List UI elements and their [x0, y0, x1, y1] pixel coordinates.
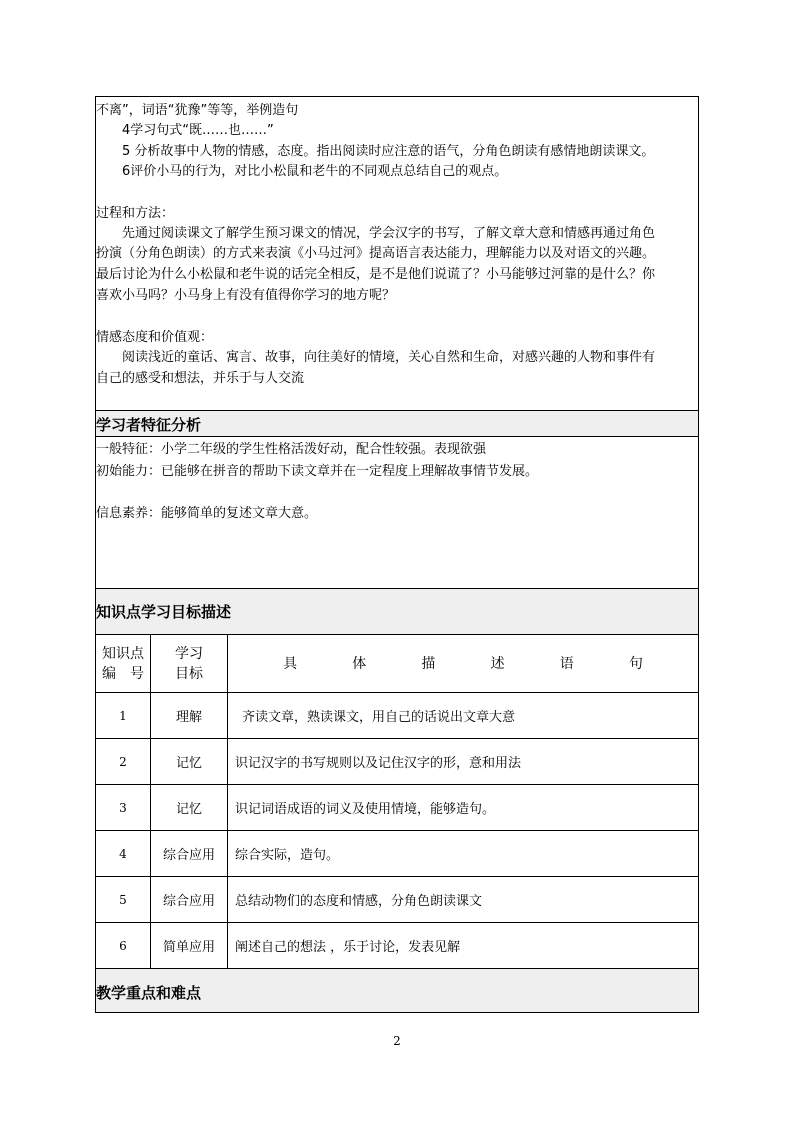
learner-initial: 初始能力：已能够在拼音的帮助下读文章并在一定程度上理解故事情节发展。 [96, 464, 539, 479]
row-goal: 记忆 [175, 802, 202, 817]
objective-line: 4学习句式“既……也……” [122, 123, 274, 138]
emotion-line: 自己的感受和想法，并乐于与人交流 [96, 371, 305, 386]
row-description: 识记词语成语的词义及使用情境，能够造句。 [235, 802, 496, 817]
row-divider [95, 436, 699, 437]
row-description: 识记汉字的书写规则以及记住汉字的形，意和用法 [235, 756, 522, 771]
process-line: 喜欢小马吗？小马身上有没有值得你学习的地方呢？ [96, 288, 396, 303]
header-char: 具 [283, 656, 298, 672]
row-goal: 记忆 [175, 756, 202, 771]
column-header-number-line1: 知识点 [102, 645, 144, 662]
emotion-line: 阅读浅近的童话、寓言、故事，向往美好的情境，关心自然和生命，对感兴趣的人物和事件有 [122, 350, 656, 365]
row-description: 综合实际，造句。 [235, 848, 340, 863]
row-number: 6 [119, 938, 127, 953]
row-number: 4 [119, 846, 127, 861]
row-goal: 理解 [175, 710, 202, 725]
column-header-goal-line2: 目标 [175, 665, 203, 682]
row-divider [95, 588, 699, 589]
header-char: 语 [559, 656, 574, 672]
row-divider [95, 410, 699, 411]
column-header-goal-line1: 学习 [175, 645, 203, 662]
learner-heading: 学习者特征分析 [96, 416, 202, 434]
knowledge-heading: 知识点学习目标描述 [96, 603, 232, 621]
learner-general: 一般特征：小学二年级的学生性格活泼好动，配合性较强。表现欲强 [96, 442, 487, 457]
keypoints-heading: 教学重点和难点 [96, 984, 202, 1002]
row-number: 1 [119, 708, 127, 723]
header-char: 述 [490, 656, 505, 672]
process-title: 过程和方法： [96, 206, 175, 221]
row-number: 5 [119, 892, 127, 907]
page-number: 2 [393, 1034, 401, 1048]
process-line: 最后讨论为什么小松鼠和老牛说的话完全相反，是不是他们说谎了？小马能够过河靠的是什么？你 [96, 267, 656, 282]
row-number: 2 [119, 754, 127, 769]
column-header-description [228, 634, 698, 692]
row-divider [95, 968, 699, 969]
emotion-title: 情感态度和价值观： [96, 330, 214, 345]
header-char: 描 [421, 656, 436, 672]
row-number: 3 [119, 800, 127, 815]
row-description: 阐述自己的想法 ，乐于讨论，发表见解 [235, 940, 461, 955]
column-header-number-line2: 编 号 [102, 665, 144, 682]
process-line: 先通过阅读课文了解学生预习课文的情况，学会汉字的书写，了解文章大意和情感再通过角色 [122, 226, 656, 241]
header-char: 体 [352, 656, 367, 672]
objective-line: 6评价小马的行为，对比小松鼠和老牛的不同观点总结自己的观点。 [122, 164, 508, 179]
row-goal: 综合应用 [162, 894, 215, 909]
objective-line: 不离”，词语“犹豫”等等，举例造句 [96, 103, 299, 118]
objective-line: 5 分析故事中人物的情感，态度。指出阅读时应注意的语气，分角色朗读有感情地朗读课文。 [122, 144, 655, 159]
row-description: 总结动物们的态度和情感，分角色朗读课文 [235, 894, 483, 909]
row-goal: 简单应用 [162, 940, 215, 955]
column-header-goal [151, 635, 227, 692]
learner-info: 信息素养：能够简单的复述文章大意。 [96, 506, 318, 521]
column-header-number [96, 635, 150, 692]
process-line: 扮演（分角色朗读）的方式来表演《小马过河》提高语言表达能力，理解能力以及对语文的兴趣。 [96, 246, 656, 261]
header-char: 句 [628, 656, 643, 672]
row-goal: 综合应用 [162, 848, 215, 863]
row-description: 齐读文章，熟读课文，用自己的话说出文章大意 [242, 710, 516, 725]
